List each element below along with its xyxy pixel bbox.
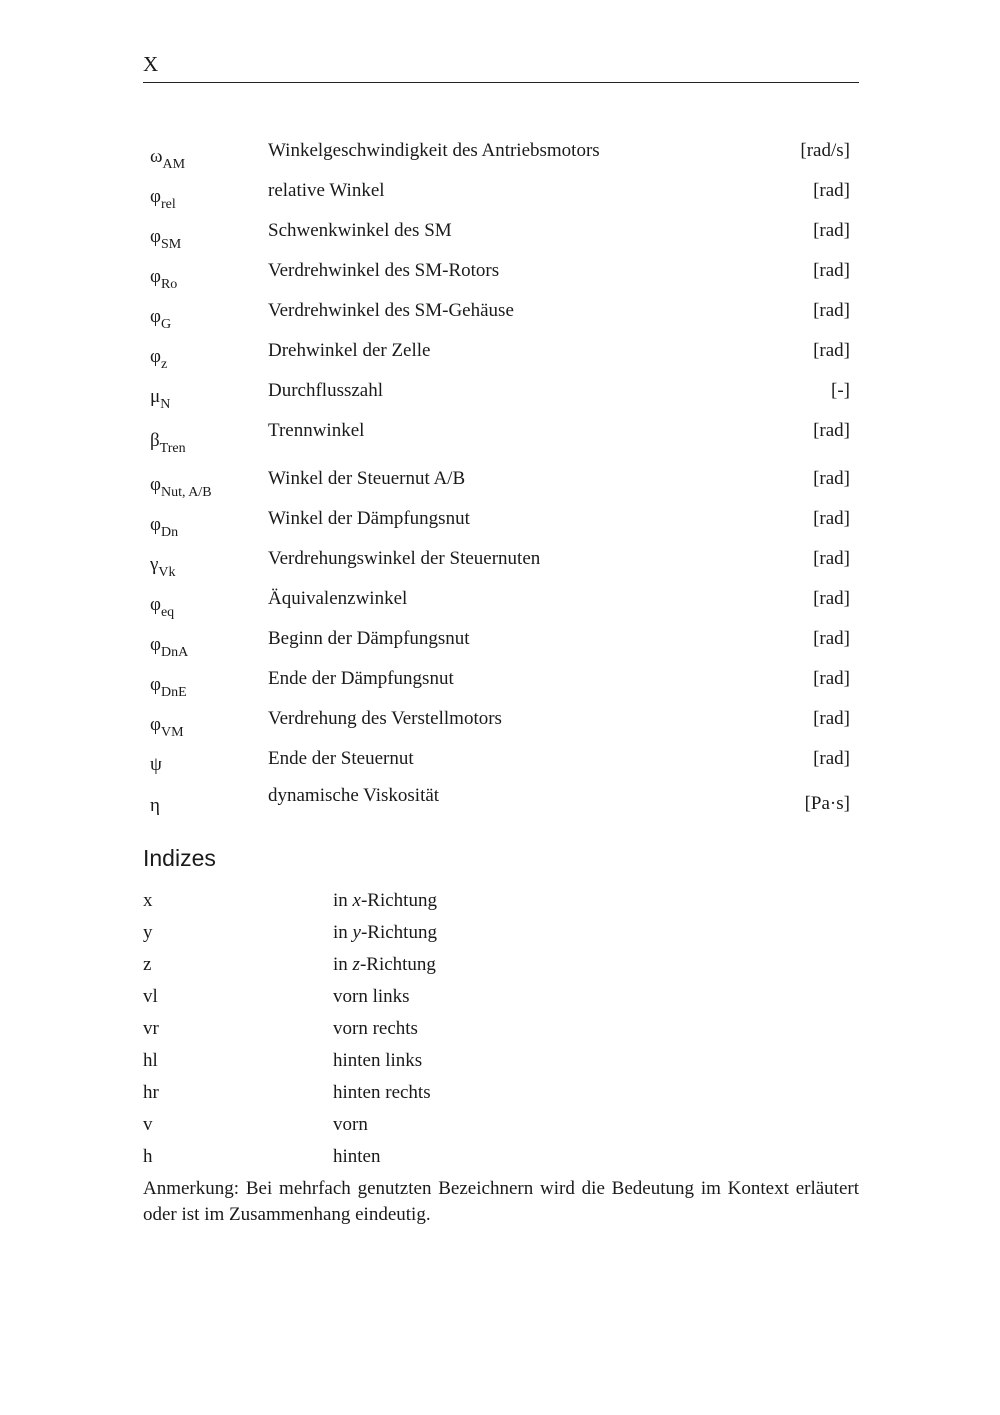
index-row [143,1018,843,1048]
symbol-description: Äquivalenzwinkel [268,588,408,609]
symbol-description: Verdrehwinkel des SM-Rotors [268,260,500,281]
symbol-row [150,708,850,738]
index-description: in y-Richtung [333,922,437,943]
index-description: in x-Richtung [333,890,437,911]
symbol-unit: [rad] [813,468,850,489]
symbol-description: relative Winkel [268,180,385,201]
symbol-unit: [rad] [813,668,850,689]
index-row [143,1050,843,1080]
symbol-row [150,220,850,250]
index-key: hr [143,1082,159,1103]
index-row [143,1114,843,1144]
symbol: $\varphi_{Ro}$ [150,266,178,292]
symbol-unit: [rad/s] [800,140,850,161]
index-key: x [143,890,153,911]
symbol-description: Durchflusszahl [268,380,384,401]
index-key: vr [143,1018,159,1039]
symbol: $\varphi_{SM}$ [150,226,182,252]
symbol: $\varphi_{Nut, A/B}$ [150,474,212,500]
index-row [143,890,843,920]
index-key: h [143,1146,153,1167]
symbol-unit: [Pa·s] [804,793,850,814]
symbol-unit: [rad] [813,220,850,241]
symbol-unit: [rad] [813,260,850,281]
symbol-row [150,420,850,456]
index-key: v [143,1114,153,1135]
symbol-description: Verdrehungswinkel der Steuernuten [268,548,541,569]
index-key: vl [143,986,158,1007]
symbol-description: Ende der Dämpfungsnut [268,668,454,689]
symbol-description: Winkel der Dämpfungsnut [268,508,470,529]
symbol-row [150,380,850,410]
footnote: Anmerkung: Bei mehrfach genutzten Bezeichnern wird die Bedeutung im Kontext erläutert oder ist im Zusammenhang eindeutig. [143,1178,859,1225]
index-description: hinten links [333,1050,423,1071]
index-description: vorn rechts [333,1018,418,1039]
symbol-row [150,668,850,698]
symbol-description: Verdrehung des Verstellmotors [268,708,502,729]
symbol-description: Trennwinkel [268,420,365,441]
section-title: Indizes [143,845,216,871]
index-row [143,1082,843,1112]
symbol: $\mu_N$ [150,386,171,412]
symbol-description: Winkel der Steuernut A/B [268,468,466,489]
symbol-row [150,180,850,210]
index-row [143,954,843,984]
symbol-description: dynamische Viskosität [268,785,440,806]
index-description: in z-Richtung [333,954,436,975]
index-row [143,1146,843,1176]
symbol: $\varphi_{VM}$ [150,714,184,740]
symbol-unit: [rad] [813,548,850,569]
symbol-row [150,548,850,578]
index-description: hinten [333,1146,381,1167]
symbol-description: Winkelgeschwindigkeit des Antriebsmotors [268,140,600,161]
index-description: vorn [333,1114,368,1135]
symbol-description: Beginn der Dämpfungsnut [268,628,470,649]
symbol-unit: [rad] [813,748,850,769]
symbol: $\varphi_G$ [150,306,172,332]
index-row [143,986,843,1016]
symbol: $\varphi_{DnE}$ [150,674,187,700]
symbol-description: Drehwinkel der Zelle [268,340,431,361]
symbol: $\varphi_z$ [150,346,168,372]
symbol: η [150,795,160,816]
index-key: z [143,954,152,975]
index-key: y [143,922,153,943]
symbol-row [150,468,850,498]
symbol: $\varphi_{rel}$ [150,186,176,212]
symbol-unit: [-] [831,380,850,401]
symbol-unit: [rad] [813,300,850,321]
symbol-unit: [rad] [813,420,850,441]
page-number: X [143,52,159,76]
symbol: $\beta_{Tren}$ [150,430,186,456]
symbol: ψ [150,754,162,775]
symbol: $\gamma_{Vk}$ [150,554,176,580]
symbol: $\omega_{AM}$ [150,146,186,172]
symbol-unit: [rad] [813,628,850,649]
symbol-row [150,340,850,370]
index-description: hinten rechts [333,1082,431,1103]
symbol-description: Ende der Steuernut [268,748,414,769]
symbol-row [150,785,850,815]
symbol-description: Schwenkwinkel des SM [268,220,452,241]
symbol-unit: [rad] [813,508,850,529]
header-rule [143,82,859,83]
symbol: $\varphi_{eq}$ [150,594,175,620]
index-key: hl [143,1050,158,1071]
symbol: $\varphi_{Dn}$ [150,514,179,540]
symbol-unit: [rad] [813,708,850,729]
symbol: $\varphi_{DnA}$ [150,634,189,660]
symbol-row [150,588,850,618]
symbol-unit: [rad] [813,180,850,201]
symbol-unit: [rad] [813,588,850,609]
symbol-row [150,748,850,778]
symbol-row [150,260,850,290]
symbol-row [150,628,850,658]
symbol-row [150,508,850,538]
index-row [143,922,843,952]
symbol-row [150,140,850,170]
symbol-unit: [rad] [813,340,850,361]
symbol-description: Verdrehwinkel des SM-Gehäuse [268,300,514,321]
index-description: vorn links [333,986,410,1007]
symbol-row [150,300,850,330]
